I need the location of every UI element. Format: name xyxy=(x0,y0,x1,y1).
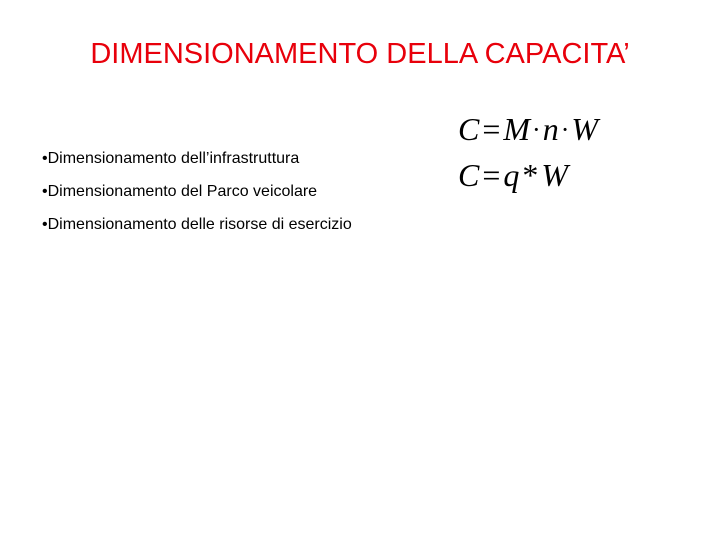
formula-operator: = xyxy=(482,157,501,193)
formula-term: M xyxy=(503,111,531,147)
formula-term: q xyxy=(503,157,520,193)
bullet-marker: • xyxy=(42,216,48,233)
formula-term: C xyxy=(458,111,480,147)
formula-operator: · xyxy=(560,115,570,144)
bullet-item xyxy=(42,181,352,203)
bullet-label: Dimensionamento del Parco veicolare xyxy=(47,183,318,200)
bullet-label: Dimensionamento dell’infrastruttura xyxy=(47,150,300,167)
formula-operator: * xyxy=(522,157,539,193)
bullet-marker: • xyxy=(42,183,48,200)
formula-block xyxy=(458,106,658,198)
slide-title: DIMENSIONAMENTO DELLA CAPACITA’ xyxy=(90,38,630,70)
formula-term: W xyxy=(571,111,599,147)
formula-term: n xyxy=(542,111,559,147)
capacity-formula-1 xyxy=(458,106,658,152)
bullet-label: Dimensionamento delle risorse di esercizio xyxy=(47,216,352,233)
bullet-list xyxy=(42,148,352,247)
capacity-formula-2 xyxy=(458,152,658,198)
bullet-marker: • xyxy=(42,150,48,167)
bullet-item xyxy=(42,148,352,170)
formula-term: C xyxy=(458,157,480,193)
bullet-item xyxy=(42,214,352,236)
formula-operator: = xyxy=(482,111,501,147)
formula-term: W xyxy=(541,157,569,193)
formula-operator: · xyxy=(532,115,541,144)
